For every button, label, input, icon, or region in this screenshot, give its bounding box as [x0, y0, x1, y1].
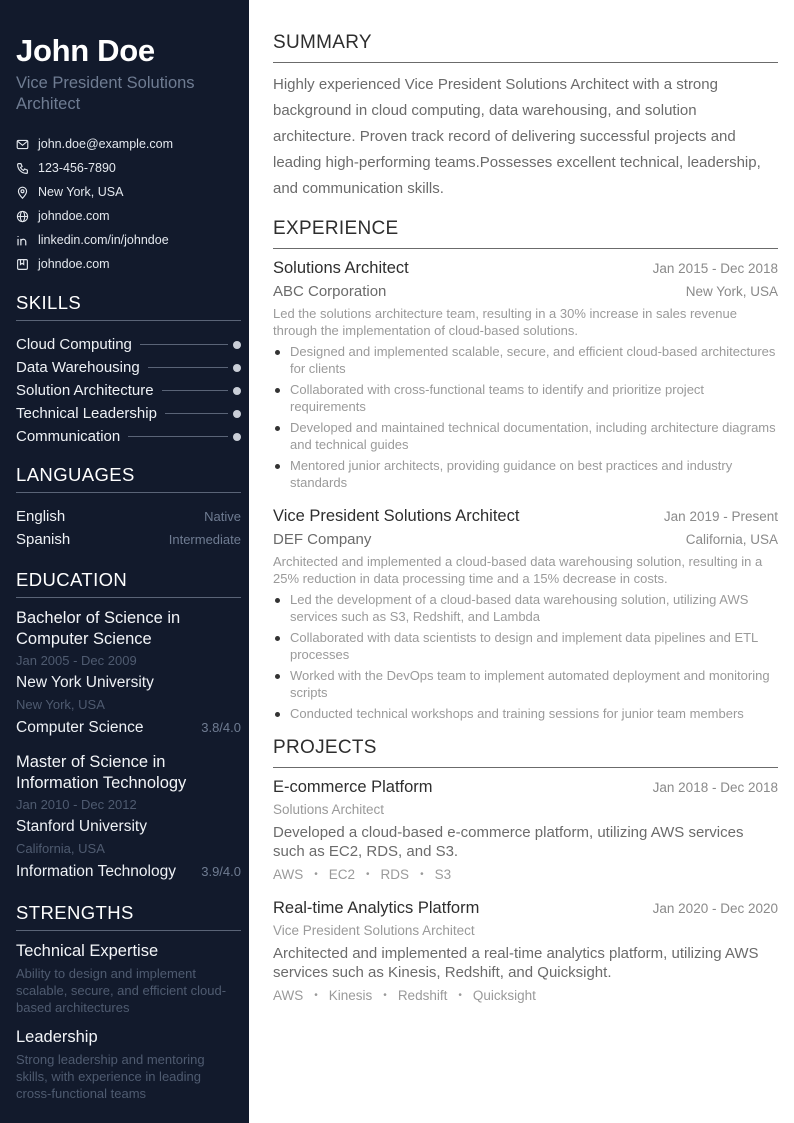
list-item: Worked with the DevOps team to implement automated deployment and monitoring scripts [273, 667, 778, 701]
contact-location-text: New York, USA [38, 185, 124, 199]
skill-dot [233, 433, 241, 441]
contact-website[interactable] [16, 204, 241, 228]
tag: Quicksight [472, 988, 536, 1003]
candidate-name: John Doe [16, 33, 155, 68]
education-field-row [16, 716, 241, 740]
project-dates: Jan 2018 - Dec 2018 [652, 780, 778, 795]
skill-line [140, 344, 228, 345]
tag: Redshift [397, 988, 448, 1003]
strength-description: Ability to design and implement scalable, secure, and efficient cloud-based architectures [16, 966, 227, 1015]
projects-heading: PROJECTS [273, 737, 778, 768]
strength-title: Technical Expertise [16, 942, 159, 960]
education-gpa: 3.8/4.0 [201, 720, 241, 735]
education-dates: Jan 2005 - Dec 2009 [16, 653, 137, 668]
job-dates: Jan 2019 - Present [663, 509, 778, 524]
language-item [16, 505, 241, 528]
education-field-row [16, 860, 241, 884]
language-level: Intermediate [168, 532, 241, 547]
job-location: New York, USA [685, 284, 778, 299]
education-field: Information Technology [16, 863, 176, 880]
skill-dot [233, 387, 241, 395]
tag: RDS [380, 867, 410, 882]
contact-list [16, 132, 241, 276]
skill-item [16, 356, 241, 379]
tag-separator: • [458, 990, 462, 1001]
summary-heading: SUMMARY [273, 32, 778, 63]
strength-title: Leadership [16, 1028, 98, 1046]
tag: Kinesis [328, 988, 373, 1003]
skill-dot [233, 410, 241, 418]
company-name: DEF Company [273, 531, 372, 548]
skill-item [16, 333, 241, 356]
project-item [273, 775, 778, 884]
company-name: ABC Corporation [273, 283, 387, 300]
skill-dot [233, 341, 241, 349]
tag-separator: • [383, 990, 387, 1001]
candidate-headline: Vice President Solutions Architect [16, 74, 195, 113]
strengths-heading: STRENGTHS [16, 902, 241, 931]
language-level: Native [204, 509, 241, 524]
list-item: Developed and maintained technical documentation, including architecture diagrams and technical guides [273, 419, 778, 453]
skill-label: Technical Leadership [16, 405, 157, 422]
experience-header [273, 256, 778, 280]
contact-phone[interactable] [16, 156, 241, 180]
project-tags [273, 986, 778, 1005]
list-item: Collaborated with cross-functional teams to identify and prioritize project requirements [273, 381, 778, 415]
linkedin-icon [16, 234, 29, 247]
project-header [273, 775, 778, 799]
skill-label: Solution Architecture [16, 382, 154, 399]
language-item [16, 528, 241, 551]
skill-line [162, 390, 228, 391]
location-pin-icon [16, 186, 29, 199]
list-item: Collaborated with data scientists to design and implement data pipelines and ETL processes [273, 629, 778, 663]
strength-item [16, 940, 241, 1016]
tag-separator: • [366, 869, 370, 880]
contact-linkedin[interactable] [16, 228, 241, 252]
contact-email[interactable] [16, 132, 241, 156]
education-degree: Master of Science in Information Technology [16, 753, 187, 792]
list-item: Led the development of a cloud-based data warehousing solution, utilizing AWS services such as S3, Redshift, and Lambda [273, 591, 778, 625]
education-degree: Bachelor of Science in Computer Science [16, 609, 181, 648]
phone-icon [16, 162, 29, 175]
project-item [273, 896, 778, 1005]
strength-description: Strong leadership and mentoring skills, with experience in leading cross-functional teams [16, 1052, 205, 1101]
skill-item [16, 425, 241, 448]
education-item [16, 752, 241, 884]
skill-item [16, 402, 241, 425]
skill-item [16, 379, 241, 402]
experience-header [273, 504, 778, 528]
education-heading: EDUCATION [16, 569, 241, 598]
experience-subheader [273, 280, 778, 304]
contact-phone-text: 123-456-7890 [38, 161, 116, 175]
project-description: Developed a cloud-based e-commerce platform, utilizing AWS services such as EC2, RDS, and S3. [273, 824, 744, 860]
project-title: Real-time Analytics Platform [273, 899, 480, 917]
tag: AWS [273, 988, 304, 1003]
education-school: Stanford University [16, 818, 147, 835]
experience-item [273, 256, 778, 491]
job-description: Led the solutions architecture team, resulting in a 30% increase in sales revenue through the implementation of cloud-based solutions. [273, 306, 737, 338]
tag-separator: • [420, 869, 424, 880]
contact-linkedin-text: linkedin.com/in/johndoe [38, 233, 169, 247]
experience-subheader [273, 528, 778, 552]
tag: EC2 [328, 867, 356, 882]
skills-heading: SKILLS [16, 292, 241, 321]
contact-email-text: john.doe@example.com [38, 137, 173, 151]
project-role: Solutions Architect [273, 802, 385, 817]
job-title: Vice President Solutions Architect [273, 507, 520, 525]
education-location: California, USA [16, 841, 105, 856]
list-item: Designed and implemented scalable, secure, and efficient cloud-based architectures for clients [273, 343, 778, 377]
experience-heading: EXPERIENCE [273, 218, 778, 249]
project-title: E-commerce Platform [273, 778, 433, 796]
education-gpa: 3.9/4.0 [201, 864, 241, 879]
education-location: New York, USA [16, 697, 105, 712]
languages-heading: LANGUAGES [16, 464, 241, 493]
bookmark-icon [16, 258, 29, 271]
project-role: Vice President Solutions Architect [273, 923, 475, 938]
job-highlights [273, 591, 778, 722]
languages-list [16, 505, 241, 551]
tag-separator: • [314, 869, 318, 880]
job-dates: Jan 2015 - Dec 2018 [652, 261, 778, 276]
skill-dot [233, 364, 241, 372]
skills-list [16, 333, 241, 448]
education-item [16, 608, 241, 740]
skill-line [165, 413, 228, 414]
job-description: Architected and implemented a cloud-based data warehousing solution, resulting in a 25% reduction in data processing time and a 15% decrease in costs. [273, 554, 763, 586]
strength-item [16, 1026, 241, 1102]
project-header [273, 896, 778, 920]
tag: AWS [273, 867, 304, 882]
education-field: Computer Science [16, 719, 144, 736]
project-description: Architected and implemented a real-time analytics platform, utilizing AWS services such as Kinesis, Redshift, and Quicksight. [273, 945, 759, 981]
education-school: New York University [16, 674, 154, 691]
skill-label: Data Warehousing [16, 359, 140, 376]
contact-portfolio[interactable] [16, 252, 241, 276]
skill-line [148, 367, 228, 368]
job-highlights [273, 343, 778, 491]
contact-portfolio-text: johndoe.com [38, 257, 110, 271]
contact-location [16, 180, 241, 204]
sidebar [0, 0, 249, 1123]
language-name: English [16, 508, 66, 525]
summary-text: Highly experienced Vice President Solutions Architect with a strong background in cloud computing, data warehousing, and solution architecture. Proven track record of delivering successful projects and leading high-performing teams.Possesses excellent technical, leadership, and communication skills. [273, 76, 761, 197]
tag: S3 [434, 867, 452, 882]
language-name: Spanish [16, 531, 71, 548]
skill-line [128, 436, 228, 437]
globe-icon [16, 210, 29, 223]
project-tags [273, 865, 778, 884]
job-title: Solutions Architect [273, 259, 409, 277]
education-dates: Jan 2010 - Dec 2012 [16, 797, 137, 812]
contact-website-text: johndoe.com [38, 209, 110, 223]
tag-separator: • [314, 990, 318, 1001]
experience-item [273, 504, 778, 722]
email-icon [16, 138, 29, 151]
job-location: California, USA [685, 532, 778, 547]
list-item: Mentored junior architects, providing guidance on best practices and industry standards [273, 457, 778, 491]
skill-label: Communication [16, 428, 121, 445]
main-content [273, 0, 778, 1005]
project-dates: Jan 2020 - Dec 2020 [652, 901, 778, 916]
skill-label: Cloud Computing [16, 336, 132, 353]
list-item: Conducted technical workshops and training sessions for junior team members [273, 705, 778, 722]
